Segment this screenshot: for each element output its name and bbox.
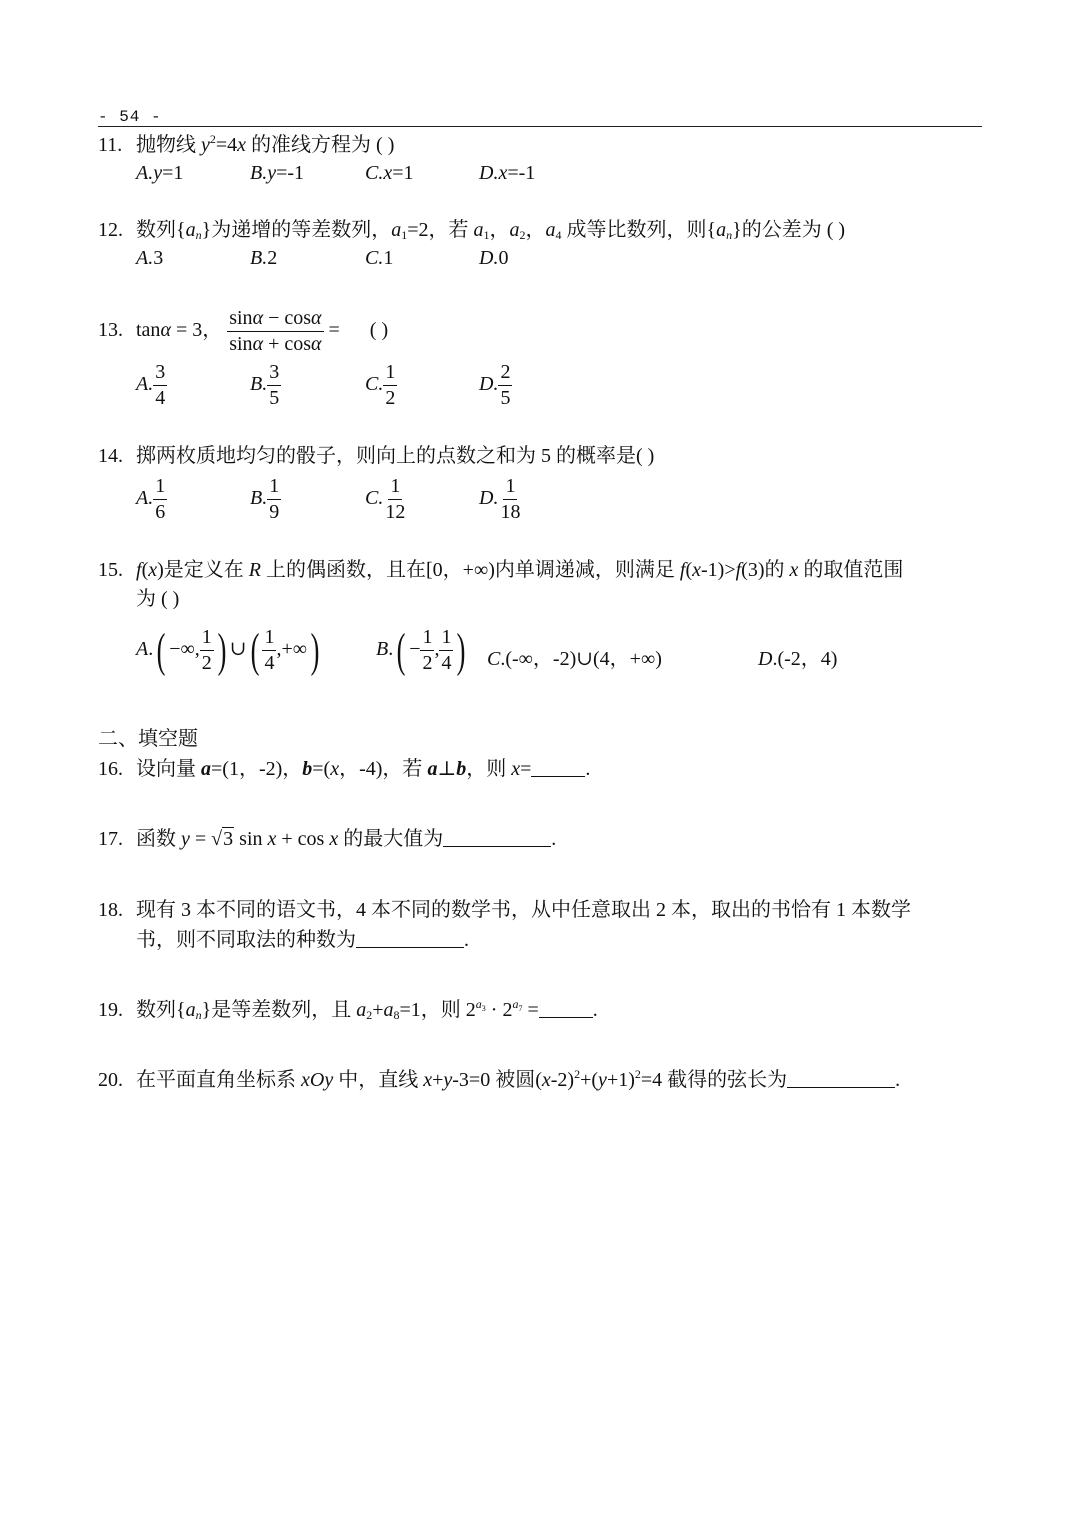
question-19: 19. 数列$\{a_n\}$是等差数列，且 $a_2+a_8=1$，则 $2^{a_3} \cdot 2^{a_7}$ = . <box>98 997 598 1022</box>
question-14: 14. 掷两枚质地均匀的骰子，则向上的点数之和为 5 的概率是( ) <box>98 445 655 467</box>
question-17: 17. 函数 y = √3 sin x + cos x 的最大值为 . <box>98 828 557 850</box>
q13-option-c: C. $\frac{1}{2}$ <box>365 361 396 409</box>
q12-option-c: C.1 <box>365 247 394 269</box>
q15-option-a: A.( −∞, $\frac{1}{2}$ ) ∪( $\frac{1}{4}$ ,+∞) <box>136 623 320 677</box>
question-18: 18. 现有 3 本不同的语文书，4 本不同的数学书，从中任意取出 2 本，取出的书恰有 1 本数学 <box>98 899 911 921</box>
q14-option-a: A. $\frac{1}{6}$ <box>136 475 166 523</box>
q13-fraction: $\frac{\sin\alpha - \cos\alpha}{\sin\alpha + \cos\alpha}$ <box>229 306 322 355</box>
answer-blank[interactable] <box>787 1069 895 1088</box>
answer-blank[interactable] <box>443 828 551 847</box>
q15-line-2: 为 ( ) <box>136 588 180 610</box>
q14-option-d: D. $\frac{1}{18}$ <box>479 475 521 523</box>
q13-option-d: D. $\frac{2}{5}$ <box>479 361 511 409</box>
q13-option-b: B. $\frac{3}{5}$ <box>250 361 280 409</box>
q15-option-c: C.(-∞，-2)∪(4，+∞) <box>487 648 662 670</box>
q14-option-c: C. $\frac{1}{12}$ <box>365 475 406 523</box>
answer-blank[interactable] <box>539 999 593 1018</box>
question-20: 20. 在平面直角坐标系 xOy 中，直线 x+y-3=0 被圆$(x-2)^2+(y+1)^2=4$ 截得的弦长为 . <box>98 1067 901 1091</box>
q14-option-b: B. $\frac{1}{9}$ <box>250 475 280 523</box>
q15-option-b: B.( − $\frac{1}{2}$ , $\frac{1}{4}$ ) <box>376 623 466 677</box>
q11-option-a: A.y=1 <box>136 162 184 184</box>
q11-option-b: B.y=-1 <box>250 162 305 184</box>
question-13: 13. tanα = 3， $\frac{\sin\alpha - \cos\alpha}{\sin\alpha + \cos\alpha}$ = ( ) <box>98 306 389 355</box>
question-18-line-2: 书，则不同取法的种数为 . <box>136 929 469 951</box>
answer-blank[interactable] <box>531 758 585 777</box>
question-15: 15. f(x)是定义在 R 上的偶函数，且在[0，+∞)内单调递减，则满足 f(x-1)>f(3)的 x 的取值范围 <box>98 559 904 581</box>
question-16: 16. 设向量 a=(1，-2)，b=(x，-4)，若 a⊥b，则 x= . <box>98 758 591 780</box>
q12-option-d: D.0 <box>479 247 509 269</box>
q12-option-b: B.2 <box>250 247 278 269</box>
q12-option-a: A.3 <box>136 247 164 269</box>
q11-option-c: C.x=1 <box>365 162 414 184</box>
header-rule <box>98 126 982 127</box>
answer-blank[interactable] <box>356 929 464 948</box>
page-number: - 54 - <box>98 108 162 126</box>
question-11: 11. 抛物线 $y^2=4x$ 的准线方程为 ( ) <box>98 132 395 156</box>
section-title: 二、填空题 <box>98 728 198 750</box>
question-12: 12. 数列$\{a_n\}$为递增的等差数列，$a_1=2$，若 $a_1$，$a_2$，$a_4$ 成等比数列，则$\{a_n\}$的公差为 ( ) <box>98 219 846 242</box>
q13-option-a: A. $\frac{3}{4}$ <box>136 361 166 409</box>
q15-option-d: D.(-2，4) <box>758 648 838 670</box>
q11-option-d: D.x=-1 <box>479 162 536 184</box>
